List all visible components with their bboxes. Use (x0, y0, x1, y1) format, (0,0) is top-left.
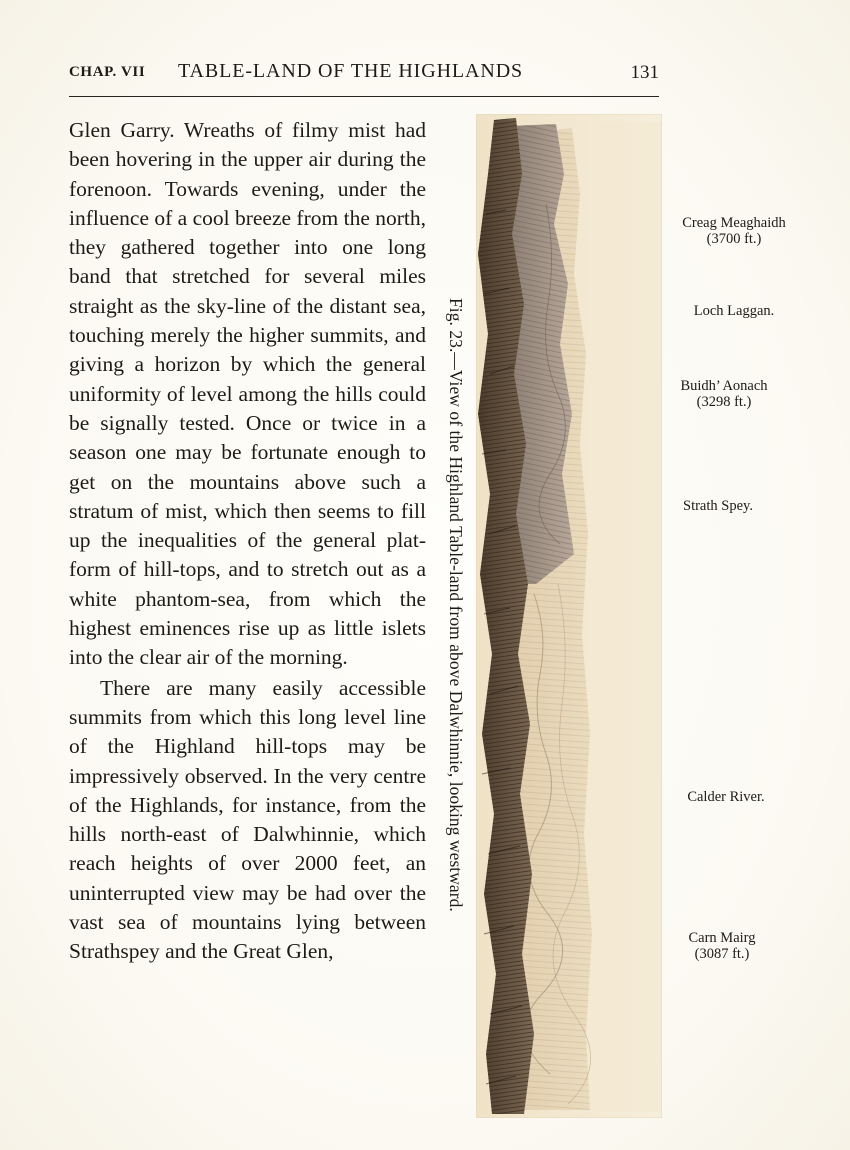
paragraph-2: There are many easily accessible summits from which this long level line of the Highland hill-tops may be impressively observed. In the very centre of the Highlands, for instance, from the hills north-east of Dalwhinnie, which reach heights of over 2000 feet, an uninterrupted view may be had over the vast sea of mountains lying between Strathspey and the Great Glen, (69, 675, 426, 964)
running-title: TABLE-LAND OF THE HIGHLANDS (178, 60, 524, 82)
label-buidh-aonach (658, 378, 790, 410)
figure-caption: Fig. 23.—View of the Highland Table-land from above Dalwhinnie, looking westward. (446, 298, 466, 912)
label-strath-spey (652, 498, 784, 514)
label-name: Calder River. (687, 789, 765, 805)
label-height: (3700 ft.) (706, 231, 762, 247)
figure-caption-wrap (440, 298, 466, 928)
paragraph-1: Glen Garry. Wreaths of filmy mist had been hovering in the upper air during the forenoon. Towards evening, under the influence of a cool breeze from the north, they gathered together into one long band that stretched for several miles straight as the sky-line of the distant sea, touching merely the higher summits, and giving a horizon by which the general uniformity of level among the hills could be signally tested. Once or twice in a season one may be fortunate enough to get on the mountains above such a stratum of mist, which then seems to fill up the inequalities of the general platform of hill-tops, and to stretch out as a white phantom-sea, from which the highest eminences rise up as little islets into the clear air of the morning. (69, 118, 426, 670)
label-name: Creag Meaghaidh (682, 215, 786, 231)
label-height: (3298 ft.) (696, 394, 752, 410)
label-name: Buidh’ Aonach (680, 378, 768, 394)
chapter-label: CHAP. VII (69, 64, 146, 80)
label-name: Loch Laggan. (693, 303, 775, 319)
label-carn-mairg (656, 930, 788, 962)
engraving-svg (476, 114, 662, 1118)
label-loch-laggan (668, 303, 800, 319)
label-creag-meaghaidh (668, 215, 800, 247)
label-name: Strath Spey. (683, 498, 753, 514)
label-calder-river (660, 789, 792, 805)
page-number: 131 (630, 62, 659, 83)
header-rule (69, 96, 659, 97)
body-text (69, 116, 426, 967)
running-head (69, 60, 659, 86)
label-name: Carn Mairg (688, 930, 756, 946)
figure-illustration (476, 114, 662, 1118)
label-height: (3087 ft.) (694, 946, 750, 962)
